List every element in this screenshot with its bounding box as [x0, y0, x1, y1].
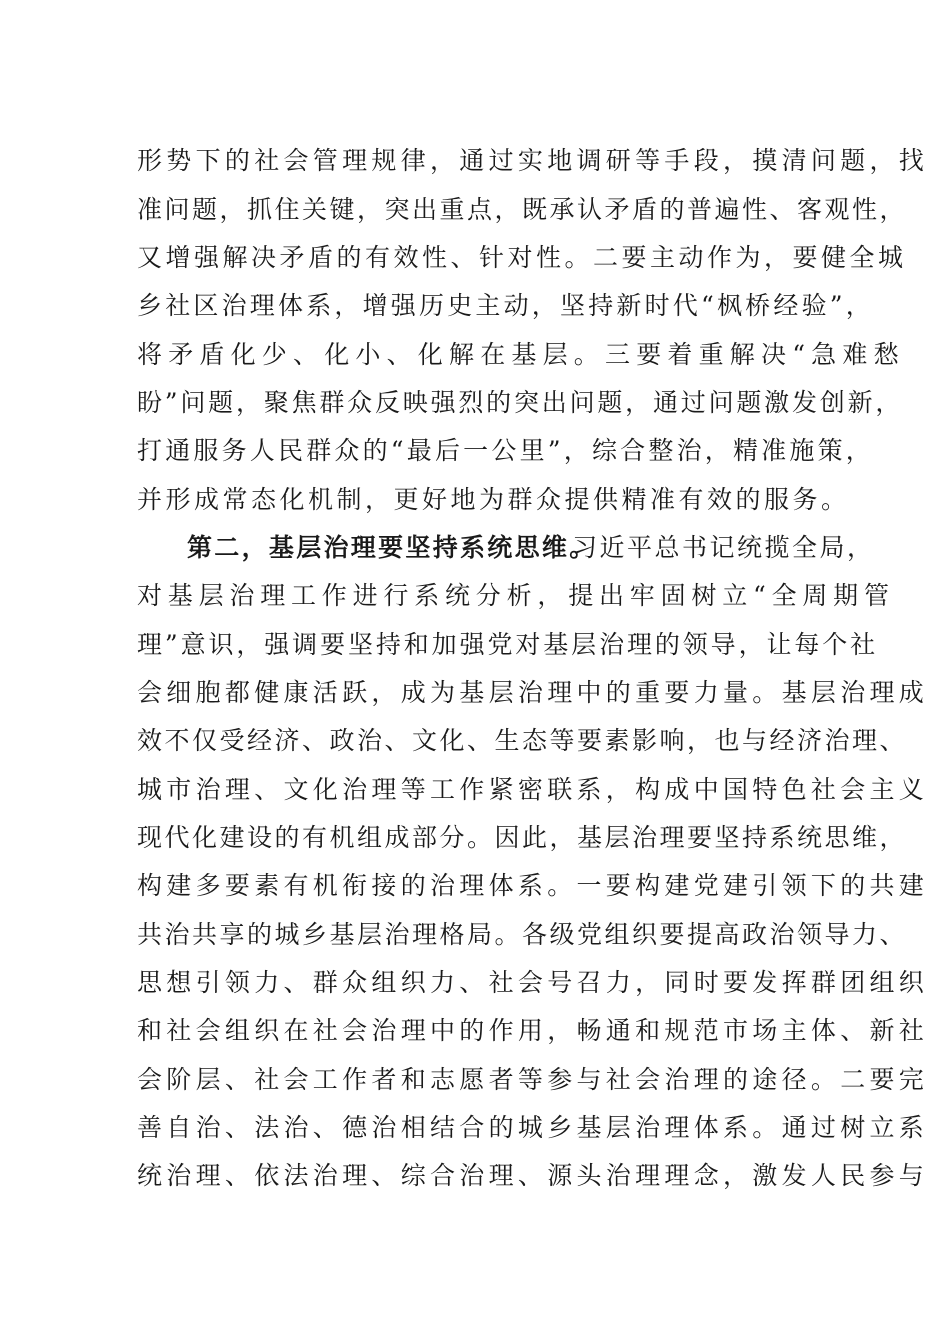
- text-line: 盼”问题，聚焦群众反映强烈的突出问题，通过问题激发创新，: [137, 388, 904, 417]
- text-line: 又增强解决矛盾的有效性、针对性。二要主动作为，要健全城: [137, 243, 907, 272]
- text-line: 效不仅受经济、政治、文化、生态等要素影响，也与经济治理、: [137, 726, 908, 755]
- text-line: 会阶层、社会工作者和志愿者等参与社会治理的途径。二要完: [137, 1065, 929, 1094]
- text-line: 对基层治理工作进行系统分析，提出牢固树立“全周期管: [137, 581, 895, 610]
- text-line: 城市治理、文化治理等工作紧密联系，构成中国特色社会主义: [137, 775, 929, 804]
- text-line: 会细胞都健康活跃，成为基层治理中的重要力量。基层治理成: [137, 678, 929, 707]
- text-line: 理”意识，强调要坚持和加强党对基层治理的领导，让每个社: [137, 630, 879, 659]
- text-line: 并形成常态化机制，更好地为群众提供精准有效的服务。: [137, 485, 850, 514]
- text-line: 共治共享的城乡基层治理格局。各级党组织要提高政治领导力、: [137, 920, 908, 949]
- text-line: 思想引领力、群众组织力、社会号召力，同时要发挥群团组织: [137, 968, 929, 997]
- text-line: 准问题，抓住关键，突出重点，既承认矛盾的普遍性、客观性，: [137, 195, 908, 224]
- text-line: 打通服务人民群众的“最后一公里”，综合整治，精准施策，: [137, 436, 874, 465]
- text-line: 统治理、依法治理、综合治理、源头治理理念，激发人民参与: [137, 1161, 929, 1190]
- text-line: 习近平总书记统揽全局，: [572, 533, 875, 562]
- text-line: 现代化建设的有机组成部分。因此，基层治理要坚持系统思维，: [137, 823, 908, 852]
- text-line: 乡社区治理体系，增强历史主动，坚持新时代“枫桥经验”，: [137, 291, 874, 320]
- section-heading: 第二，基层治理要坚持系统思维。: [187, 533, 597, 562]
- text-line: 构建多要素有机衔接的治理体系。一要构建党建引领下的共建: [137, 871, 929, 900]
- text-line: 和社会组织在社会治理中的作用，畅通和规范市场主体、新社: [137, 1016, 929, 1045]
- text-line: 善自治、法治、德治相结合的城乡基层治理体系。通过树立系: [137, 1113, 929, 1142]
- text-line: 形势下的社会管理规律，通过实地调研等手段，摸清问题，找: [137, 146, 929, 175]
- text-line: 将矛盾化少、化小、化解在基层。三要着重解决“急难愁: [137, 340, 905, 369]
